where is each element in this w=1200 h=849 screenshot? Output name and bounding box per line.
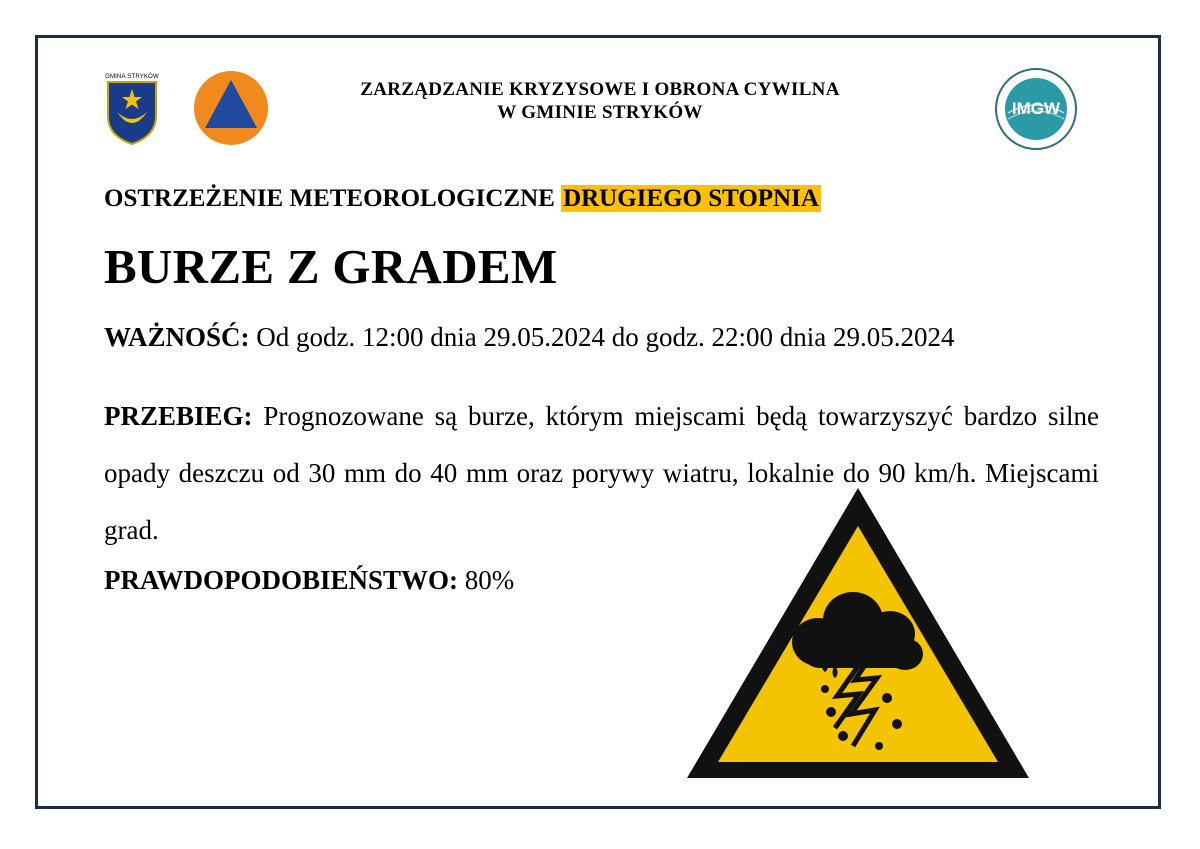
probability-value: 80%: [464, 565, 515, 595]
validity-text: Od godz. 12:00 dnia 29.05.2024 do godz. 22:00 dnia 29.05.2024: [256, 322, 955, 352]
coat-of-arms-icon: [104, 72, 160, 146]
warning-title: BURZE Z GRADEM: [104, 239, 558, 294]
imgw-logo-text: IMGW: [1011, 99, 1061, 118]
header-title: [300, 78, 900, 124]
validity-line: [104, 322, 954, 353]
civil-defense-icon: [193, 70, 269, 146]
header-title-line1: ZARZĄDZANIE KRYZYSOWE I OBRONA CYWILNA: [360, 79, 840, 100]
warning-level: [104, 185, 821, 213]
imgw-logo-icon: [994, 67, 1078, 151]
probability-label: PRAWDOPODOBIEŃSTWO:: [104, 565, 459, 595]
probability-line: [104, 565, 514, 596]
course-text: Prognozowane są burze, którym miejscami będą towarzyszyć bardzo silne opady deszczu od 30 mm do 40 mm oraz porywy wiatru, lokalnie do 90 km/h. Miejscami grad.: [104, 401, 1100, 545]
validity-label: WAŻNOŚĆ:: [104, 322, 250, 352]
course-label: PRZEBIEG:: [104, 401, 253, 431]
warning-level-highlight: DRUGIEGO STOPNIA: [563, 185, 819, 212]
storm-hail-warning-icon: [683, 484, 1033, 784]
crest-caption: GMINA STRYKÓW: [105, 74, 159, 80]
warning-level-prefix: OSTRZEŻENIE METEOROLOGICZNE: [104, 185, 555, 212]
header-title-line2: W GMINIE STRYKÓW: [497, 102, 703, 123]
